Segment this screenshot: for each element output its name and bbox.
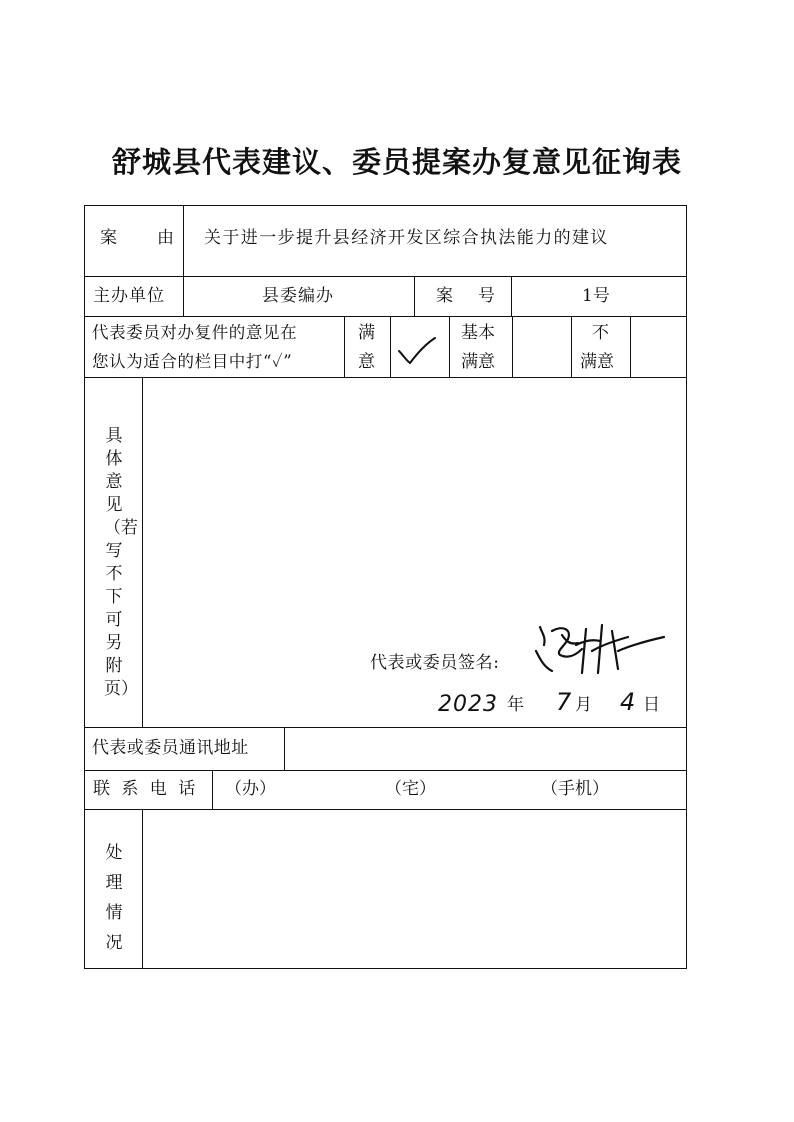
address-label: 代表或委员通讯地址 bbox=[92, 738, 249, 758]
unsatisfied-checkbox[interactable] bbox=[631, 317, 686, 377]
phone-home-label: （宅） bbox=[385, 779, 436, 799]
col-divider bbox=[344, 316, 345, 377]
satisfied-label-line1: 满 bbox=[358, 323, 375, 343]
opinion-prompt-line2: 您认为适合的栏目中打“✓” bbox=[92, 352, 293, 371]
case-label: 案 由 bbox=[100, 228, 176, 248]
col-divider bbox=[284, 727, 285, 770]
form-title: 舒城县代表建议、委员提案办复意见征询表 bbox=[111, 145, 682, 179]
handling-label: 处理情况 bbox=[105, 843, 123, 953]
col-divider bbox=[511, 276, 512, 316]
date-year-handwritten: 2023 bbox=[438, 692, 498, 717]
col-divider bbox=[212, 770, 213, 809]
signature-label: 代表或委员签名: bbox=[370, 653, 500, 673]
satisfied-label-line2: 意 bbox=[358, 352, 375, 372]
row-divider bbox=[84, 809, 687, 810]
basic-satisfied-label-line1: 基本 bbox=[461, 323, 495, 343]
unsatisfied-label-line2: 满意 bbox=[580, 352, 614, 372]
date-month-label: 月 bbox=[575, 695, 592, 715]
case-value: 关于进一步提升县经济开发区综合执法能力的建议 bbox=[204, 228, 609, 248]
date-month-handwritten: 7 bbox=[556, 688, 572, 716]
host-unit-value: 县委编办 bbox=[262, 286, 334, 306]
basic-satisfied-label-line2: 满意 bbox=[461, 352, 495, 372]
col-divider bbox=[414, 276, 415, 316]
basic-satisfied-checkbox[interactable] bbox=[513, 317, 571, 377]
row-divider bbox=[84, 770, 687, 771]
col-divider bbox=[449, 316, 450, 377]
handling-area[interactable] bbox=[144, 811, 686, 967]
specific-opinion-label: 具体意见（若写不下可另附页） bbox=[104, 426, 138, 699]
phone-office-label: （办） bbox=[225, 779, 276, 799]
address-field[interactable] bbox=[286, 729, 686, 769]
date-day-label: 日 bbox=[643, 695, 660, 715]
unsatisfied-label-line1: 不 bbox=[592, 323, 609, 343]
opinion-prompt-line1: 代表委员对办复件的意见在 bbox=[92, 323, 298, 342]
col-divider bbox=[183, 205, 184, 316]
row-divider bbox=[84, 316, 687, 317]
date-year-label: 年 bbox=[507, 695, 524, 715]
col-divider bbox=[142, 377, 143, 727]
specific-opinion-area[interactable] bbox=[144, 379, 686, 619]
satisfied-checkbox[interactable] bbox=[391, 317, 449, 377]
row-divider bbox=[84, 377, 687, 378]
col-divider bbox=[142, 809, 143, 969]
case-number-label: 案 号 bbox=[436, 286, 499, 306]
col-divider bbox=[571, 316, 572, 377]
host-unit-label: 主办单位 bbox=[93, 286, 165, 306]
phone-label: 联 系 电 话 bbox=[93, 779, 199, 799]
case-number-value: 1号 bbox=[582, 286, 610, 306]
row-divider bbox=[84, 276, 687, 277]
handwritten-signature bbox=[522, 615, 672, 685]
handwritten-check-icon bbox=[391, 317, 449, 377]
row-divider bbox=[84, 727, 687, 728]
phone-mobile-label: （手机） bbox=[541, 779, 609, 799]
date-day-handwritten: 4 bbox=[620, 688, 636, 716]
